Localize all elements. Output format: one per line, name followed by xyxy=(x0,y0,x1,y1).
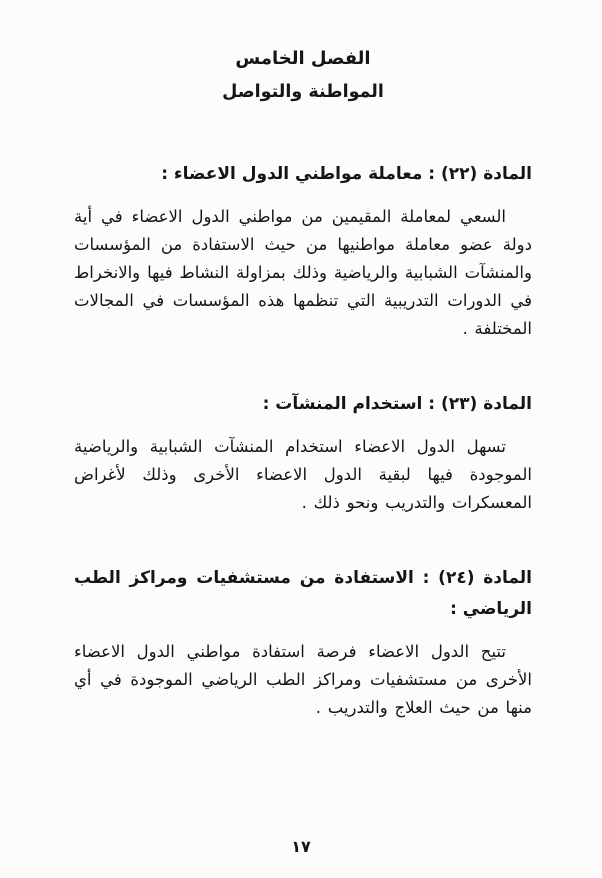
article-22 xyxy=(74,159,532,343)
article-24-heading: المادة (٢٤) : الاستفادة من مستشفيات ومراكز الطب الرياضي : xyxy=(74,567,532,620)
article-23-heading: المادة (٢٣) : استخدام المنشآت : xyxy=(262,394,532,415)
chapter-title: الفصل الخامس xyxy=(235,48,371,69)
article-24-body: تتيح الدول الاعضاء فرصة استفادة مواطني الدول الاعضاء الأخرى من مستشفيات ومراكز الطب الرياضي الموجودة في أي منها من حيث العلاج والتدريب . xyxy=(74,641,532,717)
chapter-header xyxy=(74,42,532,109)
article-23 xyxy=(74,389,532,517)
chapter-subtitle: المواطنة والتواصل xyxy=(222,82,384,103)
article-22-heading: المادة (٢٢) : معاملة مواطني الدول الاعضاء : xyxy=(161,164,532,185)
page-number: ١٧ xyxy=(291,837,311,856)
article-22-body: السعي لمعاملة المقيمين من مواطني الدول الاعضاء في أية دولة عضو معاملة مواطنيها من حيث الاستفادة من المؤسسات والمنشآت الشبابية والرياضية وذلك بمزاولة النشاط فيها والانخراط في الدورات التدريبية التي تنظمها هذه المؤسسات في المجالات المختلفة . xyxy=(74,206,532,339)
article-23-body: تسهل الدول الاعضاء استخدام المنشآت الشبابية والرياضية الموجودة فيها لبقية الدول الاعضاء الأخرى وذلك لأغراض المعسكرات والتدريب ونحو ذلك . xyxy=(74,436,532,512)
article-24 xyxy=(74,563,532,722)
